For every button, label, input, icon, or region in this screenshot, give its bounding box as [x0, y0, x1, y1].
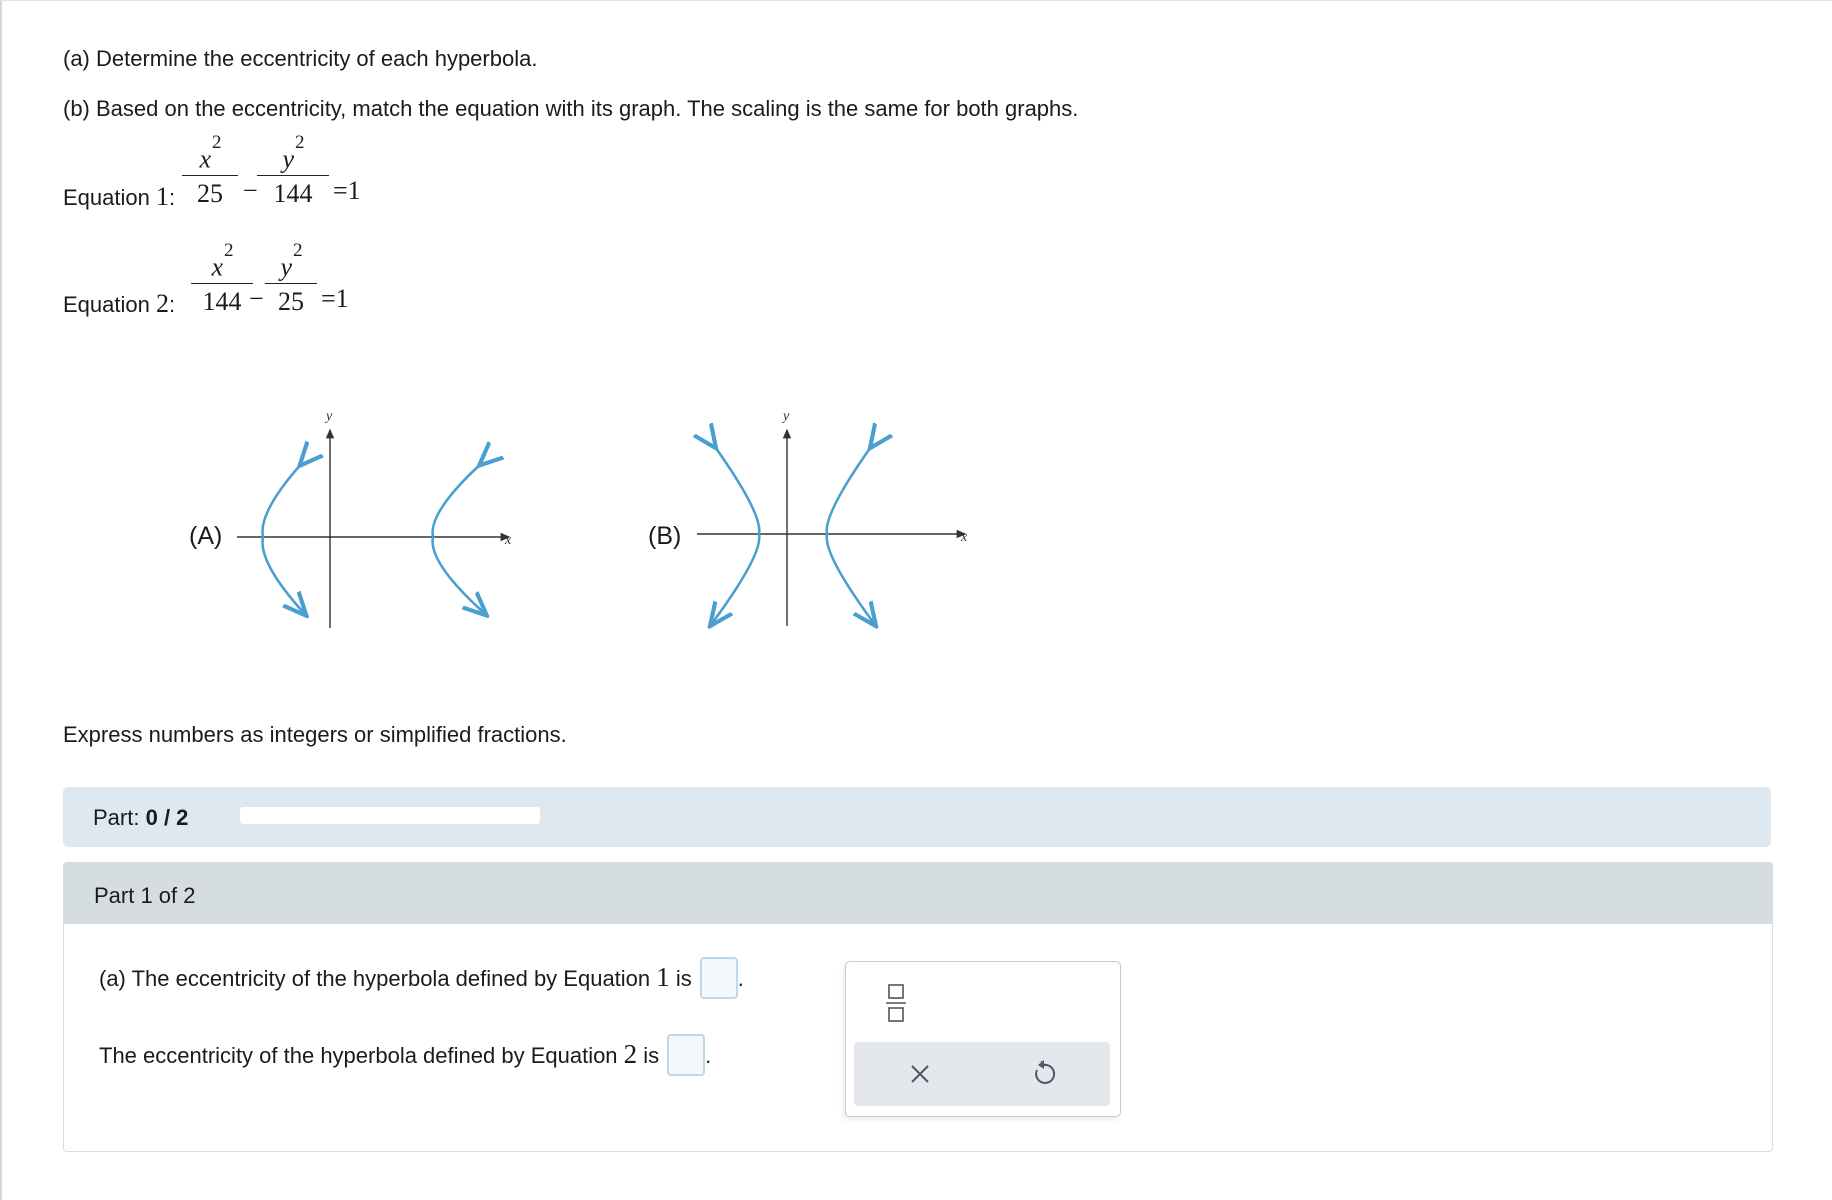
- question-2: The eccentricity of the hyperbola defined by Equation 2 is .: [99, 1036, 711, 1078]
- close-icon: [902, 1056, 938, 1092]
- equation-2-term1: $x^2$ 144: [189, 250, 255, 317]
- equation-2-term2: $y^2$ 25: [263, 250, 319, 317]
- part-header-title: Part 1 of 2: [94, 883, 196, 908]
- eccentricity-1-input[interactable]: [700, 957, 738, 999]
- equation-2-rhs: =1: [321, 284, 349, 313]
- equation-1-term2: $y^2$ 144: [255, 142, 331, 209]
- question-1: (a) The eccentricity of the hyperbola defined by Equation 1 is .: [99, 959, 744, 1001]
- equation-2-label: Equation 2:: [63, 289, 176, 318]
- graph-a-y-label: y: [326, 409, 333, 424]
- part-header: [64, 863, 1772, 924]
- equation-1-rhs: =1: [333, 176, 361, 205]
- undo-button[interactable]: [1026, 1056, 1062, 1092]
- format-note: Express numbers as integers or simplified fractions.: [63, 722, 567, 747]
- equation-1-term1: $x^2$ 25: [180, 142, 240, 209]
- top-border: [0, 0, 1832, 1]
- graph-b-label: (B): [648, 522, 682, 550]
- math-tool-panel: [845, 961, 1121, 1117]
- equation-2-minus: −: [249, 284, 264, 313]
- graph-b-x-label: x: [961, 530, 968, 545]
- tool-actions: [854, 1042, 1110, 1106]
- fraction-button[interactable]: [880, 980, 912, 1026]
- equation-1-minus: −: [243, 176, 258, 205]
- graph-b-right-branch: [827, 444, 873, 622]
- part-progress-label: Part: 0 / 2: [93, 805, 189, 830]
- graph-a: [233, 400, 523, 640]
- instruction-b: (b) Based on the eccentricity, match the equation with its graph. The scaling is the same for both graphs.: [63, 96, 1079, 121]
- part-panel: [63, 862, 1773, 1152]
- part-progress-bar: [63, 787, 1771, 847]
- instruction-a: (a) Determine the eccentricity of each hyperbola.: [63, 46, 538, 71]
- graph-a-label: (A): [189, 522, 223, 550]
- graph-a-x-label: x: [505, 533, 512, 548]
- eccentricity-2-input[interactable]: [667, 1034, 705, 1076]
- graph-b-y-label: y: [783, 409, 790, 424]
- fraction-icon: [880, 980, 912, 1026]
- undo-icon: [1026, 1056, 1062, 1092]
- graph-b-left-branch: [713, 444, 759, 622]
- equation-1: [63, 132, 403, 232]
- equation-2: [63, 240, 403, 340]
- progress-track: [240, 807, 540, 824]
- clear-button[interactable]: [902, 1056, 938, 1092]
- graph-b: [693, 400, 983, 640]
- left-border: [0, 0, 2, 1200]
- equation-1-label: Equation 1:: [63, 182, 176, 211]
